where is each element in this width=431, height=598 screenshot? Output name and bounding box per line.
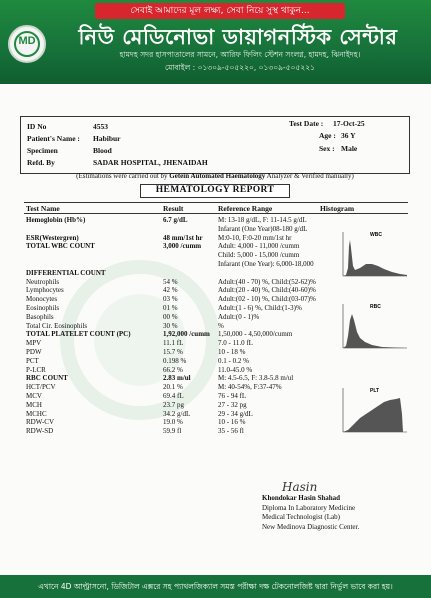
test-name: DIFFERENTIAL COUNT — [26, 268, 106, 277]
patient-name-value: Habibur — [93, 134, 121, 143]
signature-block — [262, 480, 422, 532]
test-name: Monocytes — [26, 295, 58, 304]
reference-range: % — [218, 321, 224, 330]
test-name: TOTAL PLATELET COUNT (PC) — [26, 330, 131, 339]
test-result: 20.1 % — [163, 383, 183, 392]
col-result: Result — [163, 204, 184, 213]
test-date-value: 17-Oct-25 — [333, 119, 365, 128]
test-result: 59.9 fl — [163, 427, 182, 436]
reference-range: Adult:(20 - 40) %, Child:(40-60)% — [218, 286, 316, 295]
test-name: PDW — [26, 348, 42, 356]
table-row — [0, 357, 431, 366]
reference-range: M: 4.5-6.5, F: 3.8-5.8 m/ul — [218, 374, 294, 383]
test-result: 3,000 /cumm — [163, 242, 202, 251]
reference-range: Adult:(0 - 1)% — [218, 312, 260, 321]
center-phone: মোবাইল : ০১৩০৯-৫০৫২২০, ০১৩০৯-৫০৫২২১ — [165, 63, 315, 72]
test-name: MCV — [26, 392, 42, 400]
test-date-label: Test Date : — [289, 119, 324, 128]
test-name: MPV — [26, 339, 42, 348]
reference-range: Adult:(02 - 10) %, Child:(03-07)% — [218, 295, 316, 304]
test-result: 00 % — [163, 312, 178, 321]
reference-range: Adult: 4,000 - 11,000 /cumm — [218, 242, 300, 251]
test-result: 69.4 fL — [163, 392, 184, 400]
test-result: 03 % — [163, 295, 178, 304]
table-row — [0, 374, 431, 383]
rbc-histogram-curve — [343, 314, 407, 348]
patient-info-box — [20, 116, 410, 174]
test-name: HCT/PCV — [26, 383, 56, 392]
specimen-value: Blood — [93, 146, 112, 155]
test-name: Basophils — [26, 312, 54, 321]
test-result: 2.83 m/ul — [163, 374, 191, 383]
age-value: 36 Y — [341, 131, 356, 140]
test-name: Total Cir. Eosinophils — [26, 321, 88, 330]
age-label: Age : — [319, 131, 336, 140]
report-footer: এখানে 4D আল্ট্রাসনো, ডিজিটাল এক্সরে সহ প্যাথলজিক্যাল সমস্ত পরীক্ষা দক্ষ টেকনোলজিষ্ট দ্বারা নির্ভুল ভাবে করা হয়। — [0, 575, 431, 598]
test-name: P-LCR — [26, 365, 46, 374]
header-tagline: সেবাই আমাদের মূল লক্ষ্য, সেবা নিয়ে সুস্থ থাকুন... — [95, 3, 345, 19]
test-result: 23.7 pg — [163, 400, 184, 409]
test-name: RDW-SD — [26, 427, 54, 436]
plt-histogram-curve — [343, 398, 403, 432]
technologist-name: Khondokar Hasin Shahad — [262, 494, 341, 502]
reference-range: 10 - 16 % — [218, 418, 246, 427]
reference-range: Adult:(40 - 70) %, Child:(52-62)% — [218, 277, 316, 286]
reference-range: 76 - 94 fL — [218, 392, 247, 400]
test-result: 6.7 g/dL — [163, 216, 188, 224]
reference-range: 1,50,000 - 4,50,000/cumm — [218, 330, 293, 339]
test-name: Hemoglobin (Hb%) — [26, 216, 86, 224]
refd-label: Refd. By — [27, 158, 55, 167]
specimen-label: Specimen — [27, 146, 58, 155]
col-histogram: Histogram — [320, 204, 355, 213]
id-label: ID No — [27, 122, 47, 131]
test-name: MCHC — [26, 409, 47, 418]
col-test-name: Test Name — [26, 204, 60, 213]
signature-cursive: Hasin — [282, 480, 318, 494]
center-logo-icon — [8, 25, 46, 63]
test-result: 42 % — [163, 286, 178, 295]
test-result: 1,92,000 /cumm — [163, 330, 210, 339]
sex-label: Sex : — [319, 144, 335, 153]
technologist-center: New Medinova Diagnostic Center. — [262, 522, 360, 531]
reference-range: 35 - 56 fl — [218, 427, 244, 436]
technologist-role: Medical Technologist (Lab) — [262, 513, 340, 521]
table-row — [0, 286, 431, 295]
test-result: 19.0 % — [163, 418, 183, 427]
test-result: 48 mm/1st hr — [163, 233, 203, 242]
test-name: RDW-CV — [26, 418, 54, 427]
technologist-qualification: Diploma In Laboratory Medicine — [262, 503, 356, 512]
report-header — [0, 0, 431, 84]
wbc-histogram — [340, 228, 410, 280]
plt-histogram-label: PLT — [370, 388, 380, 394]
test-result: 54 % — [163, 277, 178, 286]
test-result: 01 % — [163, 304, 178, 312]
reference-range: Infarant (One Year): 6,000-18,000 — [218, 260, 314, 268]
reference-range: M: 13-18 g/dL, F: 11-14.5 g/dL — [218, 216, 307, 224]
analyzer-note: (Estimations were carried out by Getein Automated Haematology Analyzer & Verified manually) — [76, 172, 354, 180]
table-row — [0, 366, 431, 375]
test-result: 15.7 % — [163, 348, 183, 356]
reference-range: 11.0-45.0 % — [218, 365, 253, 374]
rbc-histogram — [340, 300, 410, 352]
test-result: 34.2 g/dL — [163, 409, 191, 418]
analyzer-name: Getein Automated Haematology — [169, 172, 266, 180]
reference-range: 27 - 32 pg — [218, 400, 247, 409]
table-top-rule — [24, 202, 408, 203]
test-name: Lymphocytes — [26, 286, 64, 295]
test-result: 0.198 % — [163, 356, 187, 365]
center-address: হামদহ সদর হাসপাতালের সামনে, আরিফ ফিলিং স্টেশন সংলগ্ন, হামদহ, ঝিনাইদহ। — [119, 50, 361, 59]
reference-range: Child: 5,000 - 15,000 /cumm — [218, 251, 300, 260]
reference-range: 29 - 34 g/dL — [218, 409, 253, 418]
test-name: TOTAL WBC COUNT — [26, 242, 95, 251]
logo-text: MD — [18, 35, 36, 47]
col-reference-range: Reference Range — [218, 204, 273, 213]
test-result: 66.2 % — [163, 365, 183, 374]
rbc-histogram-label: RBC — [370, 304, 381, 310]
patient-name-label: Patient's Name : — [27, 134, 80, 143]
id-value: 4553 — [93, 122, 108, 131]
reference-range: 10 - 18 % — [218, 348, 246, 356]
test-name: MCH — [26, 400, 42, 409]
test-result: 11.1 fL — [163, 339, 184, 348]
reference-range: M:0-10, F:0-20 mm/1st hr — [218, 233, 292, 242]
test-name: Neutrophils — [26, 277, 60, 286]
reference-range: M: 40-54%, F:37-47% — [218, 383, 282, 392]
table-header-rule — [24, 213, 408, 214]
reference-range: Infarant (One Year)08-180 g/dL — [218, 224, 308, 233]
test-name: ESR(Westergren) — [26, 233, 79, 242]
wbc-histogram-label: WBC — [370, 232, 382, 238]
test-name: RBC COUNT — [26, 374, 68, 383]
test-result: 30 % — [163, 321, 178, 330]
refd-value: SADAR HOSPITAL, JHENAIDAH — [93, 158, 208, 167]
test-name: Eosinophils — [26, 304, 60, 312]
plt-histogram — [340, 384, 410, 436]
wbc-histogram-curve — [343, 240, 407, 276]
reference-range: Adult:(1 - 6) %, Child:(1-3)% — [218, 304, 302, 312]
table-row — [0, 216, 431, 225]
reference-range: 0.1 - 0.2 % — [218, 356, 249, 365]
center-name: নিউ মেডিনোভা ডায়াগনস্টিক সেন্টার — [78, 25, 398, 49]
reference-range: 7.0 - 11.0 fL — [218, 339, 253, 348]
sex-value: Male — [341, 144, 358, 153]
test-name: PCT — [26, 356, 39, 365]
report-title: HEMATOLOGY REPORT — [140, 184, 290, 198]
